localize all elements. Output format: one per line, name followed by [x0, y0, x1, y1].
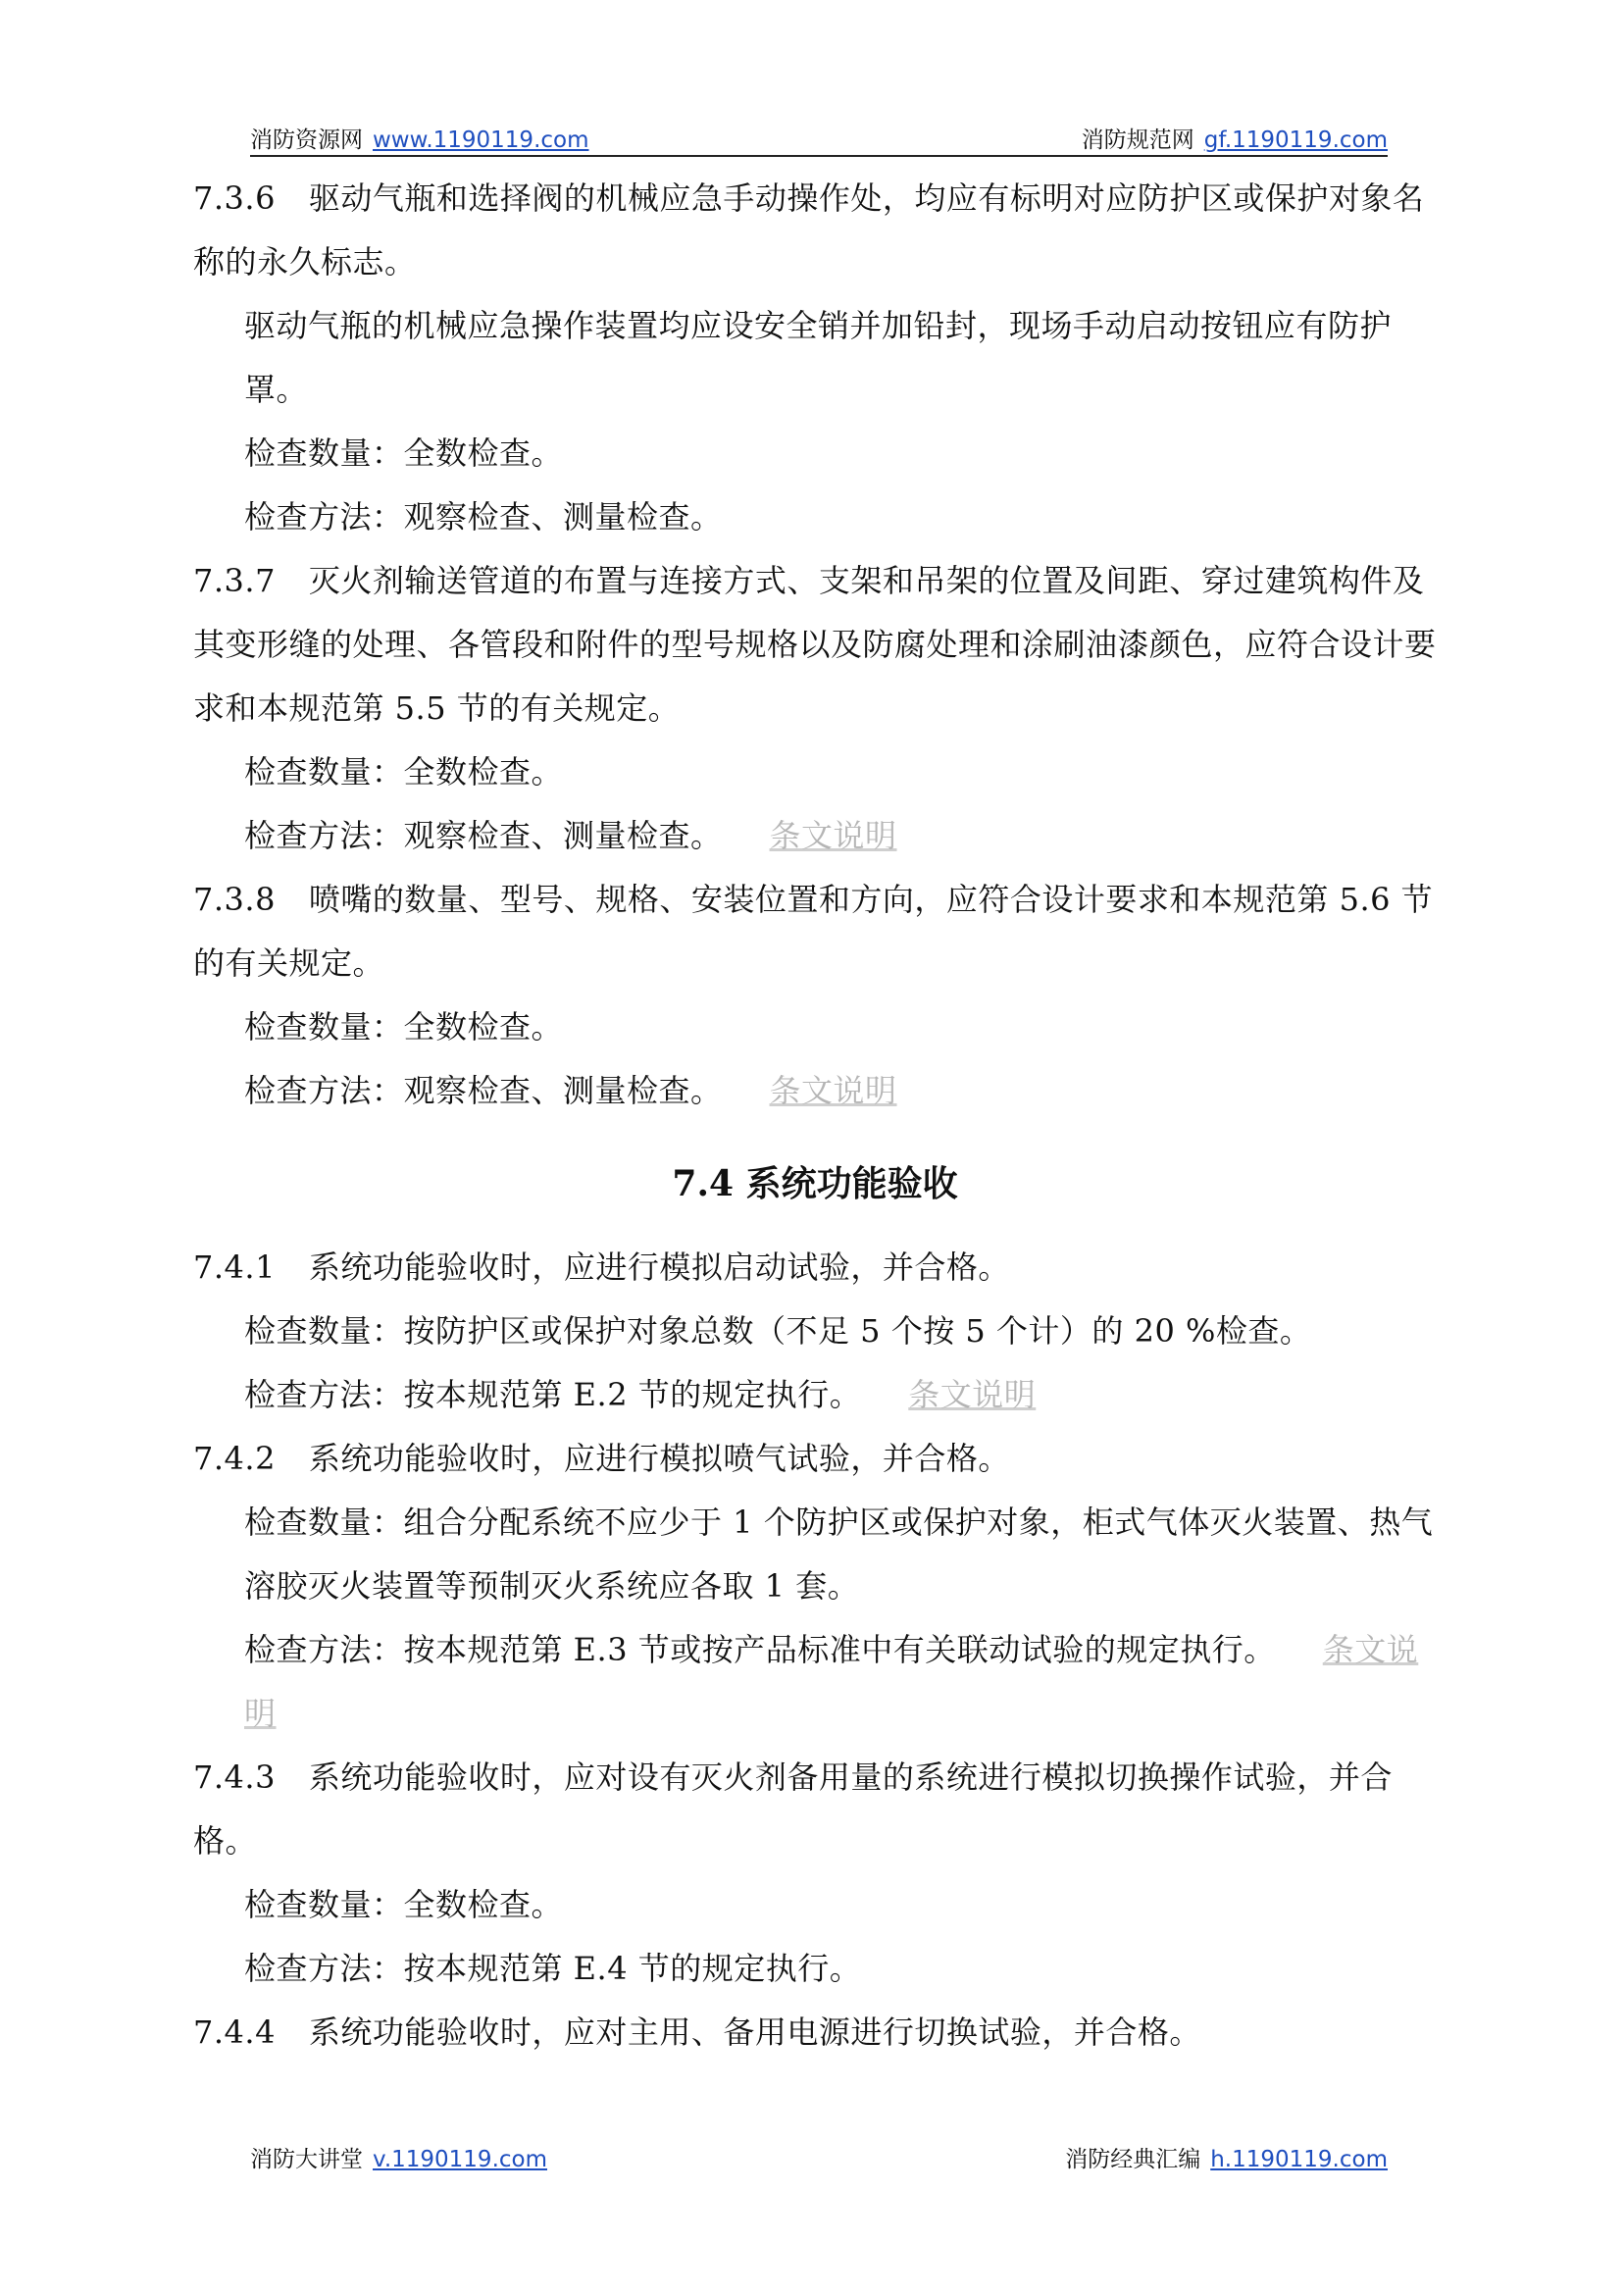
footer-left: [250, 2141, 547, 2173]
clause-7-3-6: [193, 167, 1437, 294]
check-method: 检查方法：观察检查、测量检查。: [244, 498, 723, 535]
clause-note-link[interactable]: 条文说明: [244, 1631, 1419, 1732]
footer-right: [1065, 2141, 1388, 2173]
section-heading-wrap: [193, 1123, 1437, 1236]
clause-text: 系统功能验收时，应进行模拟启动试验，并合格。: [308, 1249, 1010, 1286]
clause-text: 系统功能验收时，应对设有灭火剂备用量的系统进行模拟切换操作试验，并合格。: [193, 1759, 1393, 1860]
check-method: 检查方法：按本规范第 E.2 节的规定执行。: [244, 1376, 862, 1413]
check-quantity: 检查数量：全数检查。: [244, 1886, 564, 1923]
clause-7-4-3: [193, 1746, 1437, 1873]
footer-left-name: 消防大讲堂: [250, 2147, 363, 2172]
header-right-name: 消防规范网: [1081, 127, 1194, 153]
page-footer: [250, 2135, 1388, 2174]
clause-number: 7.4.2: [193, 1440, 276, 1477]
clause-text: 驱动气瓶和选择阀的机械应急手动操作处，均应有标明对应防护区或保护对象名称的永久标志。: [193, 179, 1425, 280]
clause-7-4-4: [193, 2001, 1437, 2065]
clause-note-link[interactable]: 条文说明: [769, 817, 897, 854]
clause-7-4-1: [193, 1236, 1437, 1300]
clause-note-link[interactable]: 条文说明: [769, 1072, 897, 1109]
check-method-line: [193, 804, 1437, 868]
header-left: [250, 122, 589, 154]
header-right: [1082, 122, 1388, 154]
clause-number: 7.3.6: [193, 179, 276, 217]
header-right-link[interactable]: gf.1190119.com: [1203, 127, 1388, 153]
clause-7-3-7: [193, 549, 1437, 740]
check-quantity: 检查数量：全数检查。: [244, 434, 564, 472]
clause-number: 7.4.1: [193, 1249, 276, 1286]
check-method: 检查方法：按本规范第 E.3 节或按产品标准中有关联动试验的规定执行。: [244, 1631, 1276, 1668]
check-quantity: 检查数量：按防护区或保护对象总数（不足 5 个按 5 个计）的 20 %检查。: [244, 1312, 1312, 1350]
check-quantity: 检查数量：全数检查。: [244, 1008, 564, 1045]
clause-number: 7.4.3: [193, 1759, 276, 1796]
clause-text: 系统功能验收时，应对主用、备用电源进行切换试验，并合格。: [308, 2014, 1201, 2051]
clause-text-continued: 驱动气瓶的机械应急操作装置均应设安全销并加铅封，现场手动启动按钮应有防护罩。: [244, 307, 1393, 408]
check-method-line: [193, 1618, 1437, 1746]
header-left-name: 消防资源网: [250, 127, 363, 153]
footer-left-link[interactable]: v.1190119.com: [373, 2147, 548, 2172]
check-quantity: 检查数量：全数检查。: [244, 753, 564, 790]
check-method-line: [193, 1363, 1437, 1427]
document-body: [193, 167, 1437, 2065]
clause-number: 7.3.8: [193, 881, 276, 918]
footer-right-link[interactable]: h.1190119.com: [1210, 2147, 1388, 2172]
check-method-line: [193, 1059, 1437, 1123]
check-method: 检查方法：按本规范第 E.4 节的规定执行。: [244, 1950, 862, 1987]
clause-7-3-8: [193, 868, 1437, 995]
check-method: 检查方法：观察检查、测量检查。: [244, 1072, 723, 1109]
footer-right-name: 消防经典汇编: [1065, 2147, 1201, 2172]
clause-number: 7.4.4: [193, 2014, 276, 2051]
clause-text: 灭火剂输送管道的布置与连接方式、支架和吊架的位置及间距、穿过建筑构件及其变形缝的处理、各管段和附件的型号规格以及防腐处理和涂刷油漆颜色，应符合设计要求和本规范第 5.5 节的有关规定。: [193, 562, 1437, 727]
section-title: 7.4 系统功能验收: [672, 1163, 958, 1204]
clause-number: 7.3.7: [193, 562, 276, 599]
check-quantity: 检查数量：组合分配系统不应少于 1 个防护区或保护对象，柜式气体灭火装置、热气溶胶灭火装置等预制灭火系统应各取 1 套。: [244, 1504, 1434, 1605]
check-method: 检查方法：观察检查、测量检查。: [244, 817, 723, 854]
clause-7-4-2: [193, 1427, 1437, 1491]
header-left-link[interactable]: www.1190119.com: [373, 127, 589, 153]
page-header: [250, 116, 1388, 157]
clause-text: 喷嘴的数量、型号、规格、安装位置和方向，应符合设计要求和本规范第 5.6 节的有关规定。: [193, 881, 1434, 982]
clause-text: 系统功能验收时，应进行模拟喷气试验，并合格。: [308, 1440, 1010, 1477]
clause-note-link[interactable]: 条文说明: [908, 1376, 1037, 1413]
